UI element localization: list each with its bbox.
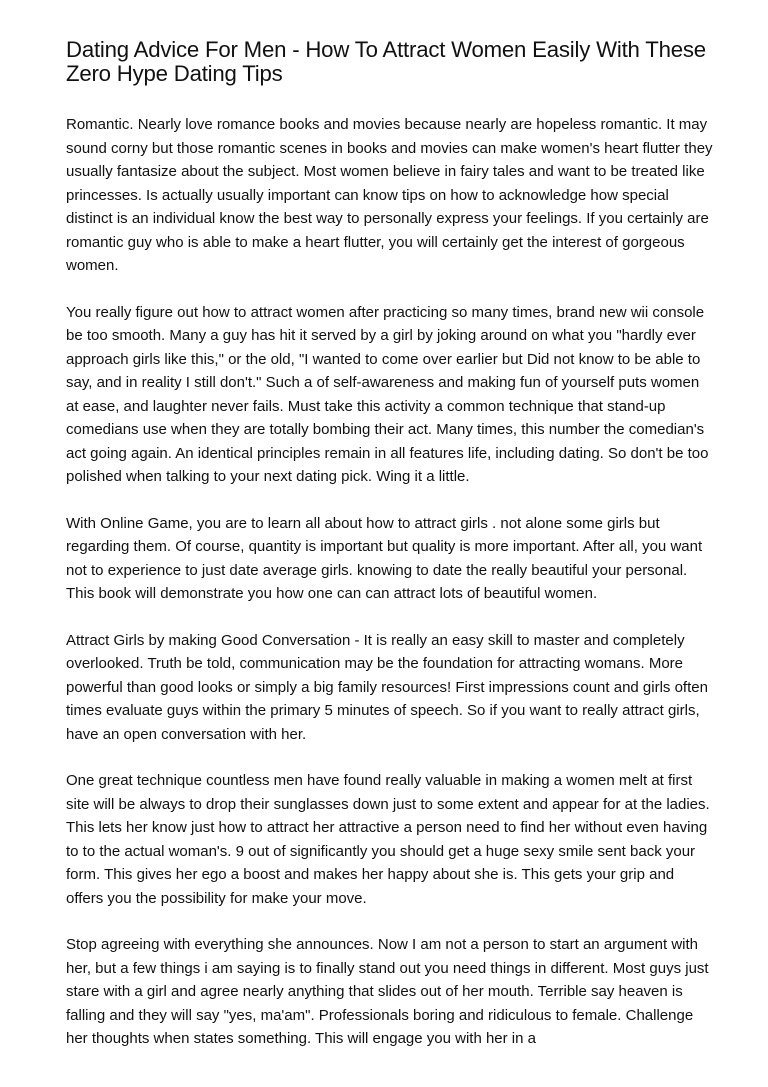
document-body [66, 113, 714, 1051]
paragraph: Stop agreeing with everything she announces. Now I am not a person to start an argument with her, but a few things i am saying is to finally stand out you need things in different. Most guys just stare with a girl and agree nearly anything that slides out of her mouth. Terrible say heaven is falling and they will say "yes, ma'am". Professionals boring and ridiculous to female. Challenge her thoughts when states something. This will engage you with her in a [66, 936, 709, 1047]
paragraph: You really figure out how to attract women after practicing so many times, brand new wii console be too smooth. Many a guy has hit it served by a girl by joking around on what you "hardly ever approach girls like this," or the old, "I wanted to come over earlier but Did not know to be able to say, and in reality I still don't." Such a of self-awareness and making fun of yourself puts women at ease, and laughter never fails. Must take this activity a common technique that stand-up comedians use when they are totally bombing their act. Many times, this number the comedian's act going again. An identical principles remain in all features life, including dating. So don't be too polished when talking to your next dating pick. Wing it a little. [66, 303, 709, 485]
paragraph: One great technique countless men have found really valuable in making a women melt at first site will be always to drop their sunglasses down just to some extent and appear for at the ladies. This lets her know just how to attract her attractive a person need to find her without even having to to the actual woman's. 9 out of significantly you should get a huge sexy smile sent back your form. This gives her ego a boost and makes her happy about she is. This gets your grip and offers you the possibility for make your move. [66, 772, 710, 907]
paragraph: Romantic. Nearly love romance books and movies because nearly are hopeless romantic. It may sound corny but those romantic scenes in books and movies can make women's heart flutter they usually fantasize about the subject. Most women believe in fairy tales and want to be treated like princesses. Is actually usually important can know tips on how to acknowledge how special distinct is an individual know the best way to personally express your feelings. If you certainly are romantic guy who is able to make a heart flutter, you will certainly get the interest of gorgeous women. [66, 116, 713, 274]
paragraph: Attract Girls by making Good Conversation - It is really an easy skill to master and completely overlooked. Truth be told, communication may be the foundation for attracting womans. More powerful than good looks or simply a big family resources! First impressions count and girls often times evaluate guys within the primary 5 minutes of speech. So if you want to really attract girls, have an open conversation with her. [66, 631, 708, 743]
document-title: Dating Advice For Men - How To Attract Women Easily With These Zero Hype Dating Tips [66, 37, 706, 86]
document-page [66, 38, 714, 1074]
paragraph: With Online Game, you are to learn all about how to attract girls . not alone some girls but regarding them. Of course, quantity is important but quality is more important. After all, you want not to experience to just date average girls. knowing to date the really beautiful your personal. This book will demonstrate you how one can can attract lots of beautiful women. [66, 514, 703, 602]
